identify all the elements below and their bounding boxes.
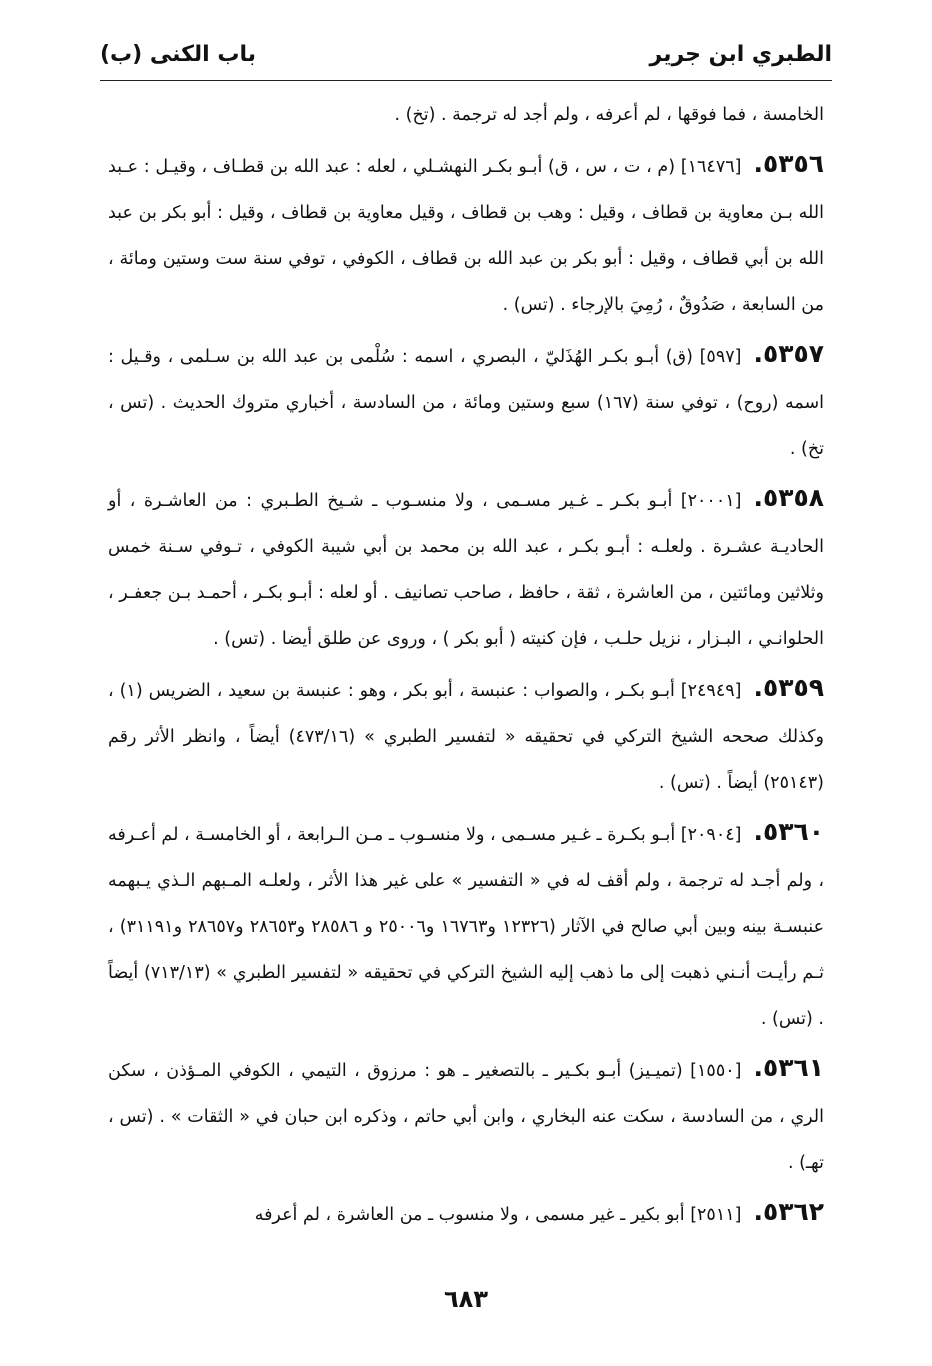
page-header xyxy=(100,34,832,74)
page-body xyxy=(108,92,824,1241)
entry-text: [١٥٥٠] (تميـيز) أبـو بكـير ـ بالتصغير ـ هو : مرزوق ، التيمي ، الكوفي المـؤذن ، سكن الري ، من السادسة ، سكت عنه البخاري ، وابن أبي حاتم ، وذكره ابن حبان في « الثقات » . (تس ، تهـ) . xyxy=(108,1061,824,1173)
entry-number: ٥٣٦١. xyxy=(753,1053,824,1082)
entry-number: ٥٣٥٨. xyxy=(753,483,824,512)
entry-text: [١٦٤٧٦] (م ، ت ، س ، ق) أبـو بكـر النهشـلي ، لعله : عبد الله بن قطـاف ، وقيـل : عـبد الله بـن معاوية بن قطاف ، وقيل : وهب بن قطاف ، وقيل معاوية بن قطاف ، وقيل : أبو بكر بن عبد الله بن أبي قطاف ، وقيل : أبو بكر بن عبد الله بن قطاف ، الكوفي ، توفي سنة ست وستين ومائة ، من السابعة ، صَدُوقٌ ، رُمِيَ بالإرجاء . (تس) . xyxy=(108,157,824,315)
entry-5361 xyxy=(108,1045,824,1186)
page-number: ٦٨٣ xyxy=(444,1285,488,1313)
entry-5356 xyxy=(108,141,824,328)
header-book-title: الطبري ابن جرير xyxy=(649,41,832,67)
entry-number: ٥٣٥٩. xyxy=(753,673,824,702)
lead-line: الخامسة ، فما فوقها ، لم أعرفه ، ولم أجد له ترجمة . (تخ) . xyxy=(394,105,824,125)
entry-number: ٥٣٥٧. xyxy=(753,339,824,368)
entry-number: ٥٣٦٢. xyxy=(753,1197,824,1226)
entry-number: ٥٣٥٦. xyxy=(753,149,824,178)
entry-text: [٢٤٩٤٩] أبـو بكـر ، والصواب : عنبسة ، أبو بكر ، وهو : عنبسة بن سعيد ، الضريس (١) ، وكذلك صححه الشيخ التركي في تحقيقه « لتفسير الطبري » (٤٧٣/١٦) أيضاً ، وانظر الأثر رقم (٢٥١٤٣) أيضاً . (تس) . xyxy=(108,681,824,793)
entry-text: [٥٩٧] (ق) أبـو بكـر الهُذَليّ ، البصري ، اسمه : سُلْمى بن عبد الله بن سـلمى ، وقـيل : اسمه (روح) ، توفي سنة (١٦٧) سبع وستين ومائة ، من السادسة ، أخباري متروك الحديث . (تس ، تخ) . xyxy=(108,347,824,459)
entry-5359 xyxy=(108,665,824,806)
entry-text: [٢٠٩٠٤] أبـو بكـرة ـ غـير مسـمى ، ولا منسـوب ـ مـن الـرابعة ، أو الخامسـة ، لم أعـرفه ، ولم أجـد له ترجمة ، ولم أقف له في « التفسير » على غير هذا الأثر ، ولعلـه المـبهم الـذي يـبهمه عنبسـة بينه وبين أبي صالح في الآثار (١٢٣٢٦ و١٦٧٦٣ و٢٥٠٠٦ و ٢٨٥٨٦ و٢٨٦٥٣ و٢٨٦٥٧ و٣١١٩١) ، ثـم رأيـت أنـني ذهبت إلى ما ذهب إليه الشيخ التركي في تحقيقه « لتفسير الطبري » (٧١٣/١٣) أيضاً . (تس) . xyxy=(108,825,825,1029)
entry-5358 xyxy=(108,475,824,662)
entry-5357 xyxy=(108,331,824,472)
entry-5360 xyxy=(108,809,824,1042)
entry-5362 xyxy=(108,1189,824,1238)
entry-number: ٥٣٦٠. xyxy=(753,817,824,846)
header-rule xyxy=(100,80,832,81)
entry-text: [٢٥١١] أبو بكير ـ غير مسمى ، ولا منسوب ـ من العاشرة ، لم أعرفه xyxy=(254,1205,742,1225)
header-chapter-title: باب الكنى (ب) xyxy=(100,41,256,67)
entry-text: [٢٠٠٠١] أبـو بكـر ـ غـير مسـمى ، ولا منسـوب ـ شـيخ الطـبري : من العاشـرة ، أو الحاديـة عشـرة . ولعلـه : أبـو بكـر ، عبد الله بن محمد بن أبي شيبة الكوفي ، تـوفي سـنة خمس وثلاثين ومائتين ، من العاشرة ، ثقة ، حافظ ، صاحب تصانيف . أو لعله : أبـو بكـر ، أحمـد بـن جعفـر ، الحلوانـي ، البـزار ، نزيل حلـب ، فإن كنيته ( أبو بكر ) ، وروى عن طلق أيضا . (تس) . xyxy=(108,491,824,649)
